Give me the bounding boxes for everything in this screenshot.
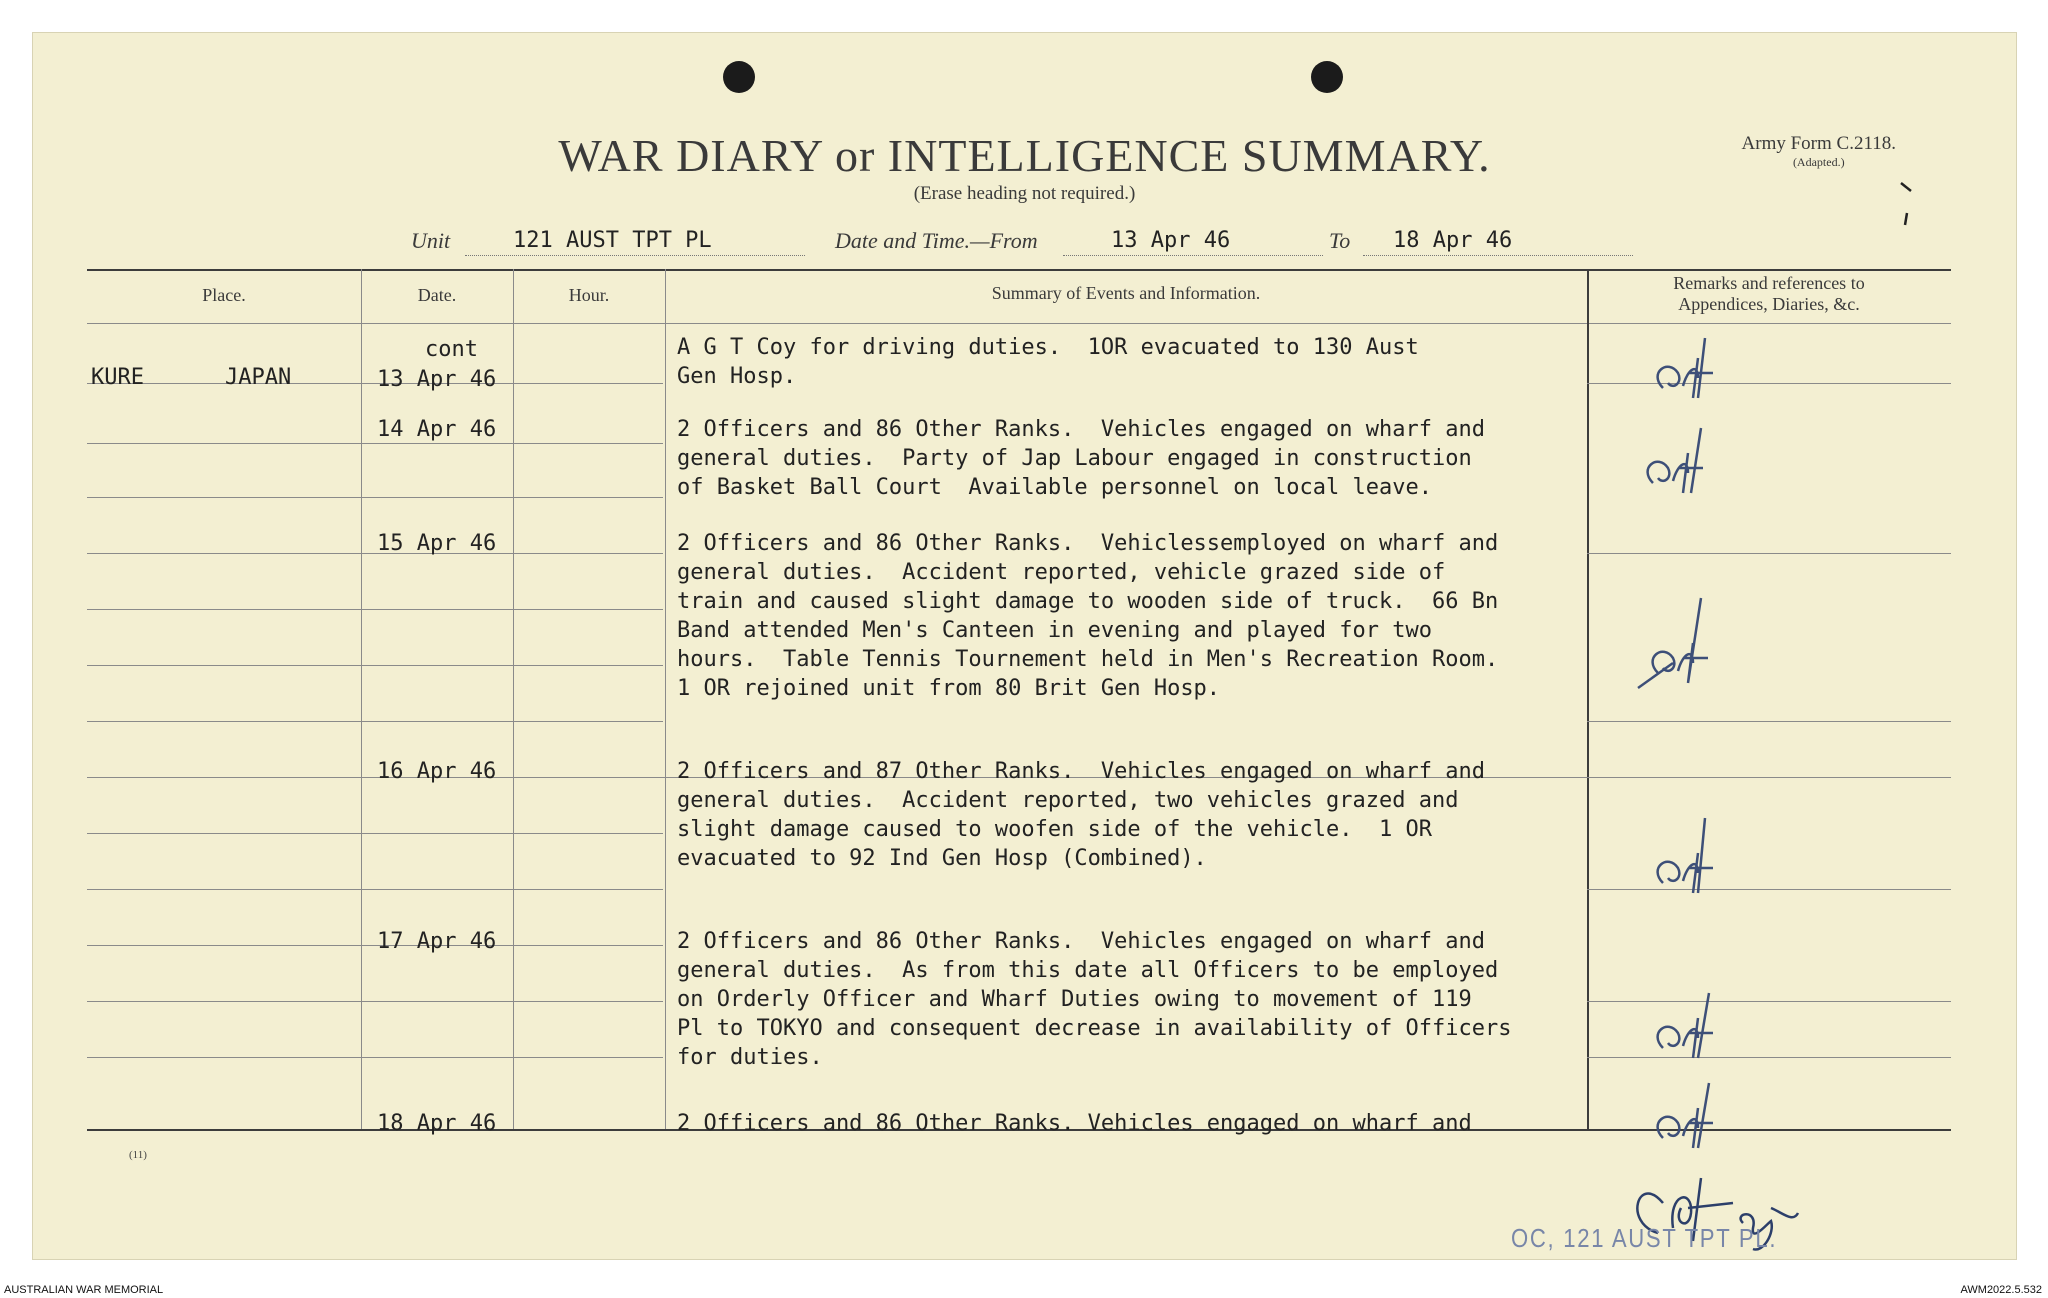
date-to-label: To: [1329, 228, 1351, 253]
initials-signature: [1633, 423, 1723, 503]
entry-date: 17 Apr 46: [377, 929, 497, 954]
unit-line: [33, 228, 2016, 268]
initials-signature: [1643, 1078, 1733, 1158]
entry-date: 18 Apr 46: [377, 1111, 497, 1136]
entry-summary: 2 Officers and 86 Other Ranks. Vehicles engaged on wharf and: [677, 1111, 1472, 1136]
army-form-ref: [1742, 133, 1896, 170]
unit-value: 121 AUST TPT PL: [513, 228, 712, 253]
initials-signature: [1643, 988, 1733, 1068]
date-to-value: 18 Apr 46: [1393, 228, 1513, 253]
initials-signature: [1643, 813, 1733, 903]
header-hour: Hour.: [568, 285, 610, 305]
army-form-note: (Adapted.): [1792, 155, 1845, 169]
entry-summary: 2 Officers and 86 Other Ranks. Vehiclessemployed on wharf and general duties. Accident reported, vehicle grazed side of train and caused slight damage to wooden side of truck. 66 Bn Band attended Men's Canteen in evening and played for two hours. Table Tennis Tournement held in Men's Recreation Room. 1 OR rejoined unit from 80 Brit Gen Hosp.: [677, 531, 1499, 701]
punch-hole-left: [723, 61, 755, 93]
header-place: Place.: [202, 285, 246, 305]
header-remarks-line1: Remarks and references to: [1673, 273, 1865, 293]
entry-date: 14 Apr 46: [377, 417, 497, 442]
oc-stamp: OC, 121 AUST TPT PL.: [1511, 1223, 1778, 1253]
place-town: KURE: [91, 365, 144, 390]
initials-signature: [1643, 328, 1733, 408]
form-subtitle: (Erase heading not required.): [913, 183, 1136, 204]
header-remarks-line2: Appendices, Diaries, &c.: [1678, 294, 1860, 314]
header-date: Date.: [417, 285, 457, 305]
form-title: WAR DIARY or INTELLIGENCE SUMMARY.: [558, 130, 1491, 181]
form-number: (11): [129, 1149, 147, 1161]
initials-signature: [1633, 593, 1723, 693]
date-from-label: Date and Time.—From: [835, 228, 1038, 253]
entry-summary: A G T Coy for driving duties. 1OR evacuated to 130 Aust Gen Hosp.: [677, 335, 1419, 389]
unit-label: Unit: [411, 228, 451, 253]
header-remarks: [1587, 273, 1951, 315]
entry-summary: 2 Officers and 87 Other Ranks. Vehicles engaged on wharf and general duties. Accident reported, two vehicles grazed and slight damage caused to woofen side of the vehicle. 1 OR evacuated to 92 Ind Gen Hosp (Combined).: [677, 759, 1485, 871]
entry-summary: 2 Officers and 86 Other Ranks. Vehicles engaged on wharf and general duties. Party of Jap Labour engaged in construction of Basket Ball Court Available personnel on local leave.: [677, 417, 1485, 500]
entry-date-prefix: cont: [425, 337, 478, 362]
entry-summary: 2 Officers and 86 Other Ranks. Vehicles engaged on wharf and general duties. As from this date all Officers to be employed on Orderly Officer and Wharf Duties owing to movement of 119 Pl to TOKYO and consequent decrease in availability of Officers for duties.: [677, 929, 1512, 1070]
pencil-mark: [1893, 173, 1923, 233]
army-form-number: Army Form C.2118.: [1741, 133, 1896, 154]
footer-left: AUSTRALIAN WAR MEMORIAL: [4, 1284, 164, 1296]
diary-page: [32, 32, 2017, 1260]
entry-date: 13 Apr 46: [377, 367, 497, 392]
footer-right: AWM2022.5.532: [1960, 1284, 2042, 1296]
entry-date: 15 Apr 46: [377, 531, 497, 556]
punch-hole-right: [1311, 61, 1343, 93]
date-from-value: 13 Apr 46: [1111, 228, 1231, 253]
header-summary: Summary of Events and Information.: [991, 283, 1261, 303]
place-country: JAPAN: [225, 365, 292, 390]
entry-date: 16 Apr 46: [377, 759, 497, 784]
